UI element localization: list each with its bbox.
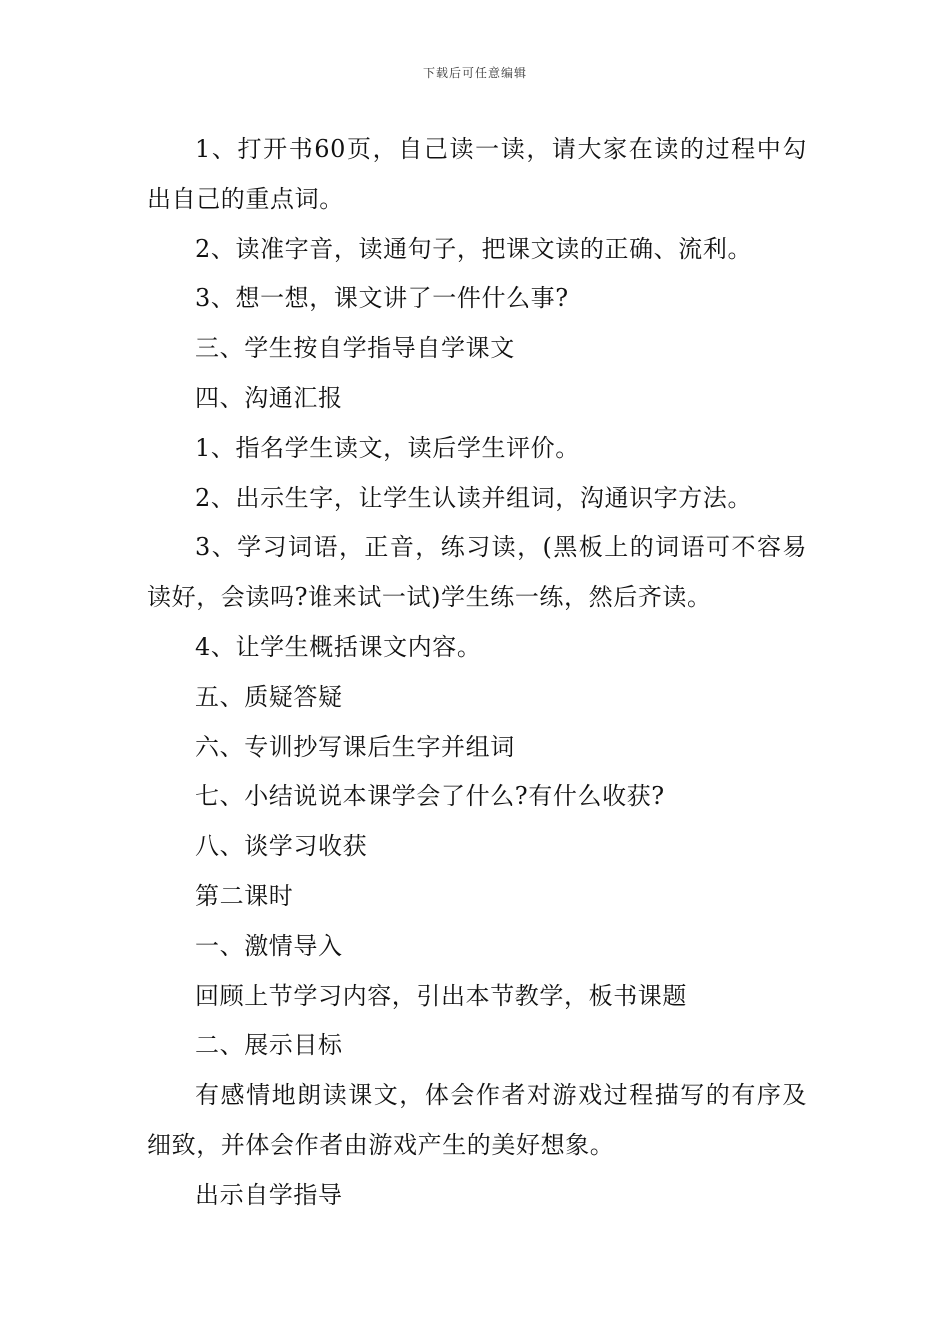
section-heading: 二、展示目标 <box>195 1031 343 1060</box>
section-heading: 五、质疑答疑 <box>195 682 343 711</box>
paragraph: 有感情地朗读课文，体会作者对游戏过程描写的有序及细致，并体会作者由游戏产生的美好想象。 <box>147 1081 807 1159</box>
paragraph: 1、打开书60页，自己读一读，请大家在读的过程中勾出自己的重点词。 <box>147 135 807 213</box>
page-header: 下载后可任意编辑 <box>422 66 527 80</box>
section-heading: 四、沟通汇报 <box>195 383 343 412</box>
paragraph: 4、让学生概括课文内容。 <box>195 632 482 661</box>
section-heading: 六、专训抄写课后生字并组词 <box>195 732 515 761</box>
section-heading: 一、激情导入 <box>195 931 343 960</box>
paragraph: 回顾上节学习内容，引出本节教学，板书课题 <box>195 981 687 1010</box>
paragraph: 2、读准字音，读通句子，把课文读的正确、流利。 <box>195 234 753 263</box>
section-heading: 八、谈学习收获 <box>195 832 368 861</box>
paragraph: 1、指名学生读文，读后学生评价。 <box>195 433 580 462</box>
section-heading: 七、小结说说本课学会了什么?有什么收获? <box>195 782 665 811</box>
paragraph: 2、出示生字，让学生认读并组词，沟通识字方法。 <box>195 483 753 512</box>
paragraph: 3、学习词语，正音，练习读，(黑板上的词语可不容易读好，会读吗?谁来试一试)学生练一练，然后齐读。 <box>147 533 807 612</box>
paragraph: 出示自学指导 <box>195 1180 343 1209</box>
section-heading: 三、学生按自学指导自学课文 <box>195 334 515 363</box>
document-body <box>147 125 807 1221</box>
paragraph: 3、想一想，课文讲了一件什么事? <box>195 284 569 313</box>
lesson-title: 第二课时 <box>195 881 294 910</box>
